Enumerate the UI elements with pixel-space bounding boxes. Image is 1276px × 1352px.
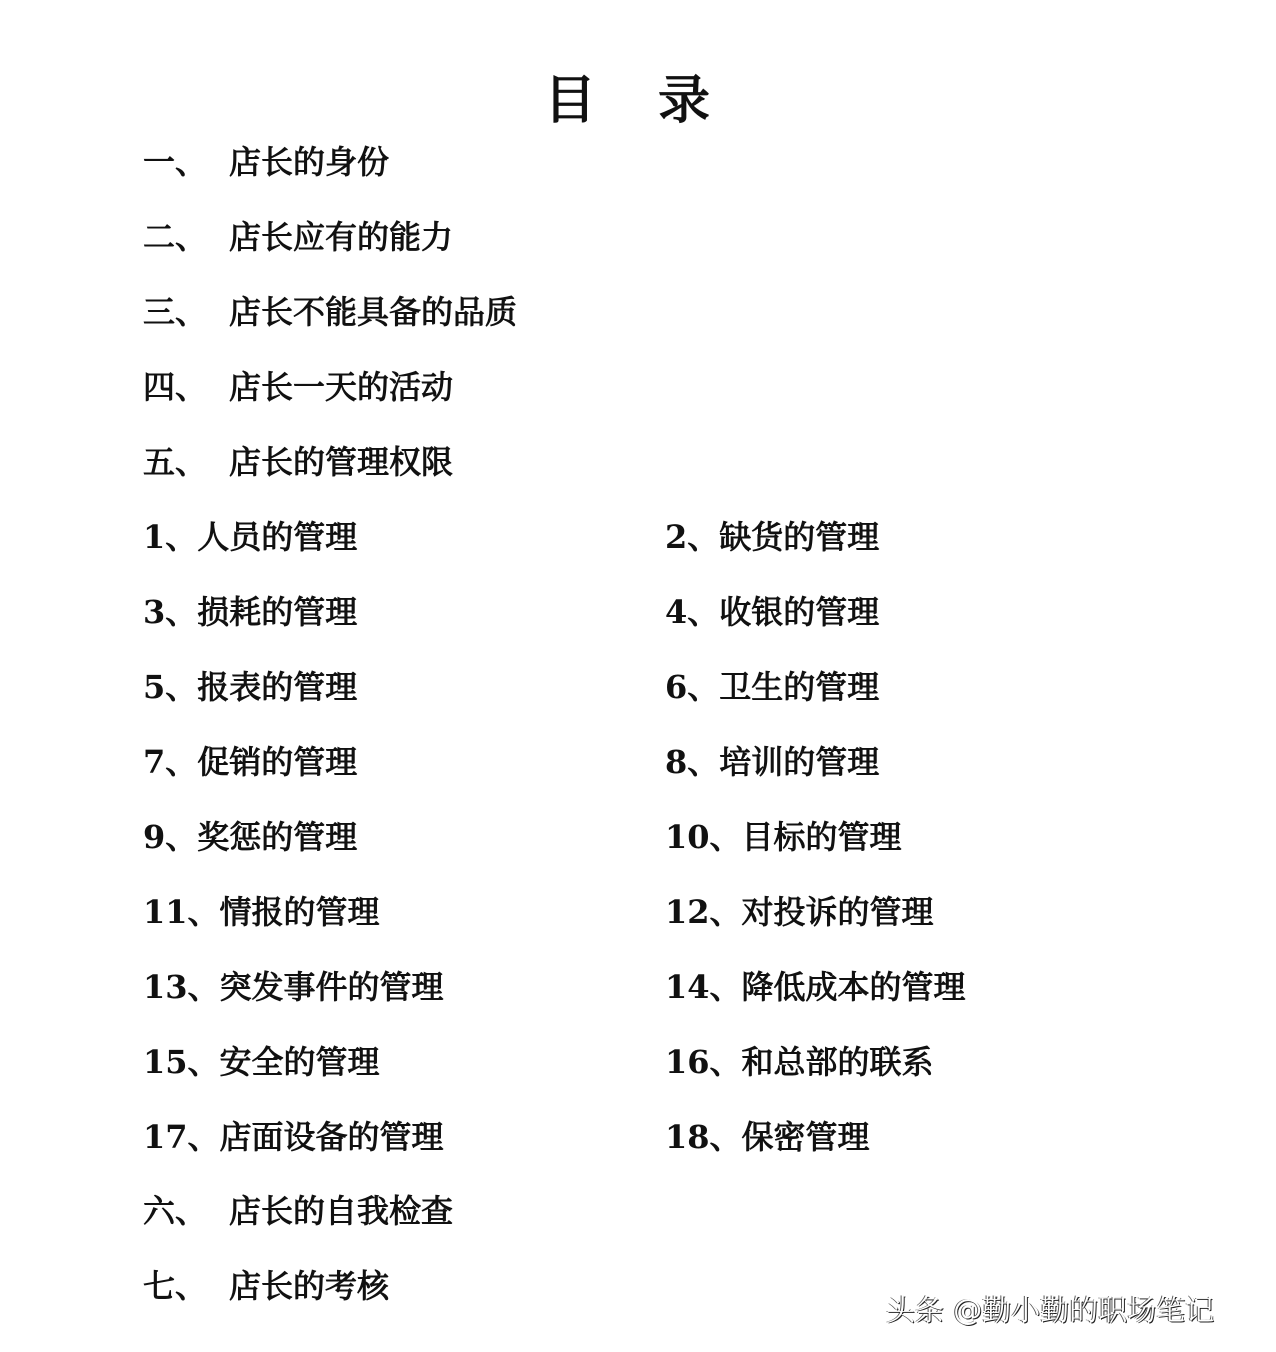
toc-sub-item: 3、损耗的管理 [143,593,358,631]
toc-chapter [143,142,389,182]
chapter-number: 三、 [143,293,208,331]
toc-sub-item: 13、突发事件的管理 [143,968,444,1006]
toc-sub-item: 10、目标的管理 [665,818,902,856]
chapter-title: 店长的身份 [229,143,390,181]
chapter-number: 二、 [143,218,208,256]
chapter-title: 店长应有的能力 [229,218,454,256]
toc-sub-item: 12、对投诉的管理 [665,893,934,931]
toc-sub-item: 18、保密管理 [665,1118,870,1156]
page-title: 目 录 [543,70,733,131]
chapter-number: 五、 [143,443,208,481]
toc-chapter [143,1191,453,1231]
toc-chapter [143,1266,389,1306]
toc-chapter [143,367,453,407]
chapter-title: 店长一天的活动 [229,368,454,406]
chapter-title: 店长不能具备的品质 [229,293,518,331]
chapter-title: 店长的管理权限 [229,443,454,481]
chapter-number: 七、 [143,1267,208,1305]
toc-sub-item: 15、安全的管理 [143,1043,380,1081]
toc-sub-item: 1、人员的管理 [143,518,358,556]
toc-sub-item: 2、缺货的管理 [665,518,880,556]
chapter-number: 一、 [143,143,208,181]
toc-sub-item: 5、报表的管理 [143,668,358,706]
chapter-number: 四、 [143,368,208,406]
toc-sub-item: 6、卫生的管理 [665,668,880,706]
toc-chapter [143,217,453,257]
toc-chapter [143,292,517,332]
toc-sub-item: 4、收银的管理 [665,593,880,631]
toc-chapter [143,442,453,482]
chapter-title: 店长的自我检查 [229,1192,454,1230]
toc-sub-item: 16、和总部的联系 [665,1043,934,1081]
toc-sub-item: 17、店面设备的管理 [143,1118,444,1156]
toc-sub-item: 7、促销的管理 [143,743,358,781]
toc-sub-item: 11、情报的管理 [143,893,380,931]
toc-sub-item: 9、奖惩的管理 [143,818,358,856]
watermark: 头条 @勤小勤的职场笔记 [886,1293,1215,1327]
chapter-number: 六、 [143,1192,208,1230]
chapter-title: 店长的考核 [229,1267,390,1305]
toc-sub-item: 8、培训的管理 [665,743,880,781]
toc-sub-item: 14、降低成本的管理 [665,968,966,1006]
